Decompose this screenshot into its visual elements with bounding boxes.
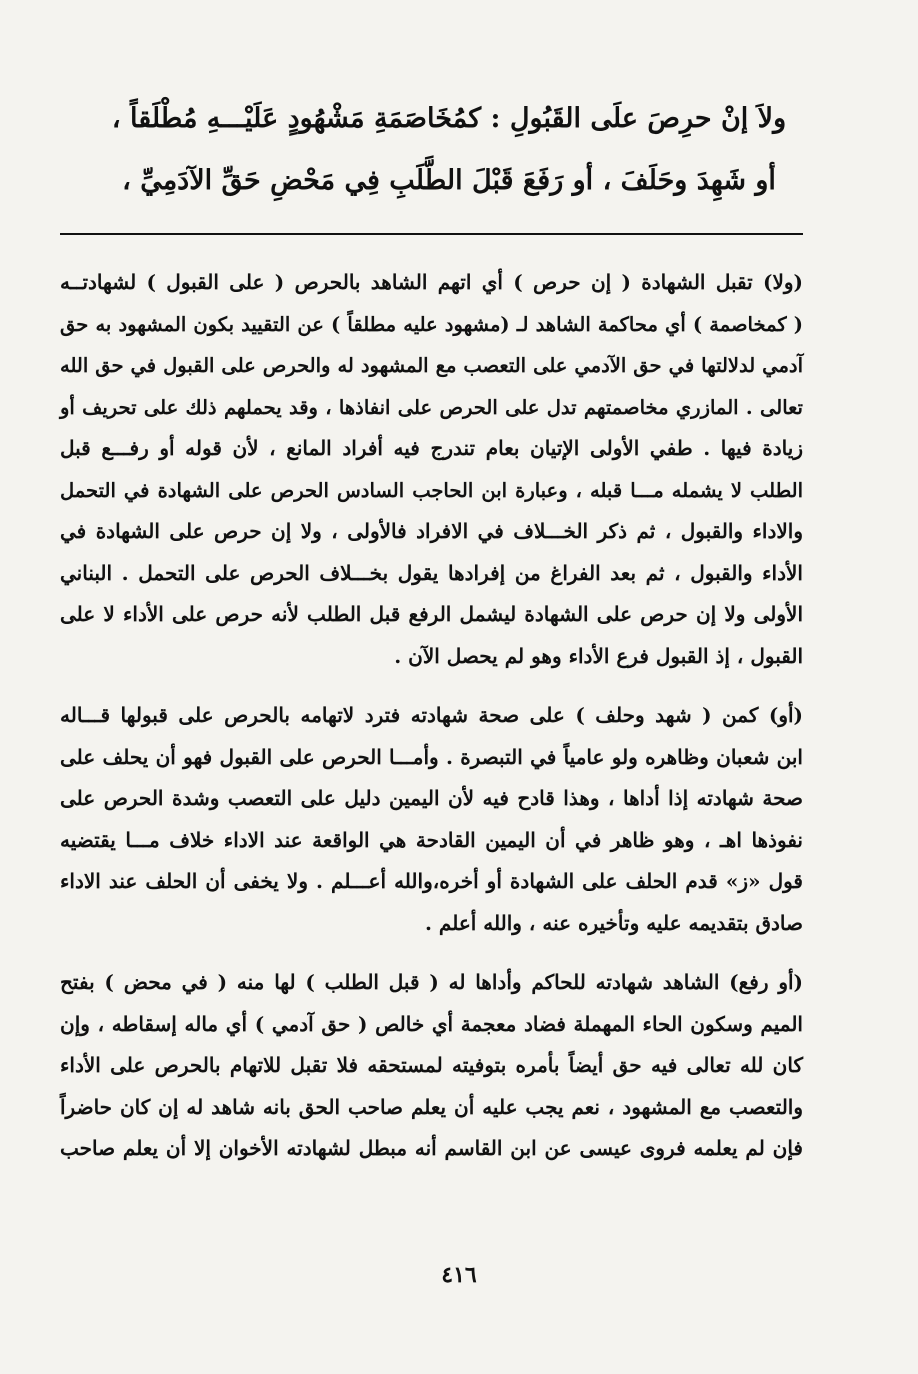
commentary-line: القبول ، إذ القبول فرع الأداء وهو لم يحصل الآن .	[394, 643, 803, 668]
commentary-line: (أو رفع) الشاهد شهادته للحاكم وأداها له ( قبل الطلب ) لها منه ( في محض ) بفتح	[60, 970, 803, 994]
commentary-line: ابن شعبان وظاهره ولو عامياً في التبصرة . وأمـــا الحرص على القبول فهو أن يحلف على	[60, 744, 803, 769]
commentary-line: (أو) كمن ( شهد وحلف ) على صحة شهادته فترد لاتهامه بالحرص على قبولها قـــاله	[60, 703, 803, 727]
commentary-paragraph-2	[60, 695, 803, 944]
commentary-paragraph-3	[60, 962, 803, 1170]
commentary-line: والاداء والقبول ، ثم ذكر الخـــلاف في الافراد فالأولى ، ولا إن حرص على الشهادة في	[60, 519, 803, 543]
page-number: ٤١٦	[441, 1262, 477, 1288]
commentary-line: الطلب لا يشمله مـــا قبله ، وعبارة ابن الحاجب السادس الحرص على الشهادة في التحمل	[60, 478, 803, 502]
commentary-line: زيادة فيها . طفي الأولى الإتيان بعام تندرج فيه أفراد المانع ، لأن قوله أو رفـــع قبل	[60, 436, 803, 460]
commentary-line: قول «ز» قدم الحلف على الشهادة أو أخره،والله أعـــلم . ولا يخفى أن الحلف عند الاداء	[60, 869, 803, 893]
commentary-line: والتعصب مع المشهود ، نعم يجب عليه أن يعلم صاحب الحق بانه شاهد له إن كان حاضراً	[60, 1094, 803, 1119]
matn-verse-2: أو شَهِدَ وحَلَفَ ، أو رَفَعَ قَبْلَ الطَّلَبِ فِي مَحْضِ حَقِّ الآدَمِيِّ ،	[122, 165, 776, 196]
commentary-line: الأولى ولا إن حرص على الشهادة ليشمل الرفع قبل الطلب لأنه حرص على الأداء لا على	[60, 602, 803, 626]
commentary-line: الميم وسكون الحاء المهملة فضاد معجمة أي خالص ( حق آدمي ) أي ماله إسقاطه ، وإن	[60, 1011, 803, 1036]
commentary-paragraph-1	[60, 262, 803, 677]
separator-rule	[60, 233, 803, 235]
matn-verses	[95, 88, 803, 212]
commentary-line: آدمي لدلالتها في حق الآدمي على التعصب مع المشهود له والحرص على القبول في حق الله	[60, 354, 803, 377]
commentary-line: فإن لم يعلمه فروى عيسى عن ابن القاسم أنه مبطل لشهادته الأخوان إلا أن يعلم صاحب	[60, 1136, 803, 1160]
commentary-line: نفوذها اهـ ، وهو ظاهر في أن اليمين القادحة هي الواقعة عند الاداء خلاف مـــا يقتضيه	[60, 827, 804, 852]
commentary-line: الأداء والقبول ، ثم بعد الفراغ من إفرادها يقول بخـــلاف الحرص على التحمل . البناني	[60, 560, 803, 585]
commentary-line: ( كمخاصمة ) أي محاكمة الشاهد لـ (مشهود عليه مطلقاً ) عن التقييد بكون المشهود به حق	[60, 312, 803, 336]
matn-verse-1: ولاَ إنْ حرِصَ علَى القَبُولِ : كمُخَاصَمَةِ مَشْهُودٍ عَلَيْـــهِ مُطْلَقاً ،	[111, 103, 787, 134]
commentary-line: كان لله تعالى فيه حق أيضاً بأمره بتوفيته لمستحقه فلا تقبل للاتهام بالحرص على الأداء	[60, 1053, 803, 1077]
commentary-line: تعالى . المازري مخاصمتهم تدل على الحرص على انفاذها ، وقد يحملهم ذلك على تحريف أو	[60, 395, 803, 419]
commentary-line: صحة شهادته إذا أداها ، وهذا قادح فيه لأن اليمين دليل على التعصب وشدة الحرص على	[60, 786, 803, 810]
commentary-line: (ولا) تقبل الشهادة ( إن حرص ) أي اتهم الشاهد بالحرص ( على القبول ) لشهادتــه	[60, 270, 803, 294]
commentary	[60, 262, 803, 1170]
commentary-line: صادق بتقديمه عليه وتأخيره عنه ، والله أعلم .	[425, 910, 803, 935]
